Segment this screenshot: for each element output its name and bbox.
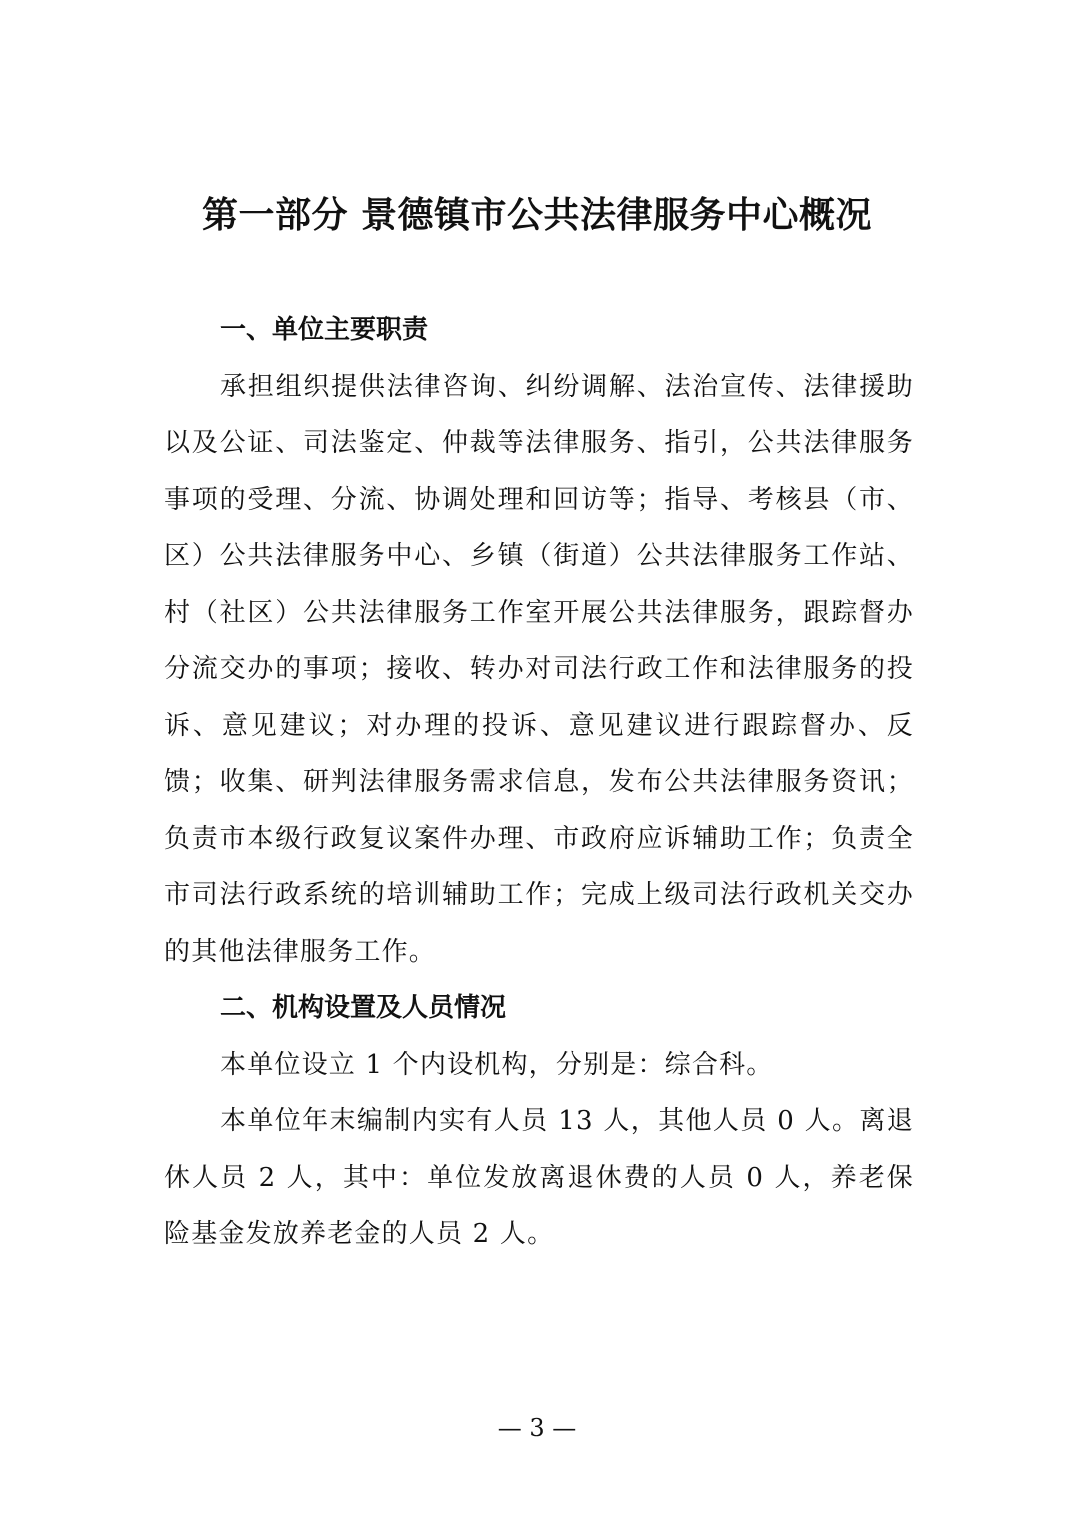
document-body <box>164 302 914 1263</box>
section-heading-organization: 二、机构设置及人员情况 <box>220 993 507 1023</box>
paragraph-staff: 本单位年末编制内实有人员 13 人，其他人员 0 人。离退休人员 2 人，其中：单位发放离退休费的人员 0 人，养老保险基金发放养老金的人员 2 人。 <box>164 1106 914 1249</box>
document-title: 第一部分 景德镇市公共法律服务中心概况 <box>201 195 873 236</box>
paragraph-organization: 本单位设立 1 个内设机构，分别是：综合科。 <box>220 1049 774 1080</box>
page-number: — 3 — <box>497 1414 577 1442</box>
paragraph-duties: 承担组织提供法律咨询、纠纷调解、法治宣传、法律援助以及公证、司法鉴定、仲裁等法律服务、指引，公共法律服务事项的受理、分流、协调处理和回访等；指导、考核县（市、区）公共法律服务中心、乡镇（街道）公共法律服务工作站、村（社区）公共法律服务工作室开展公共法律服务，跟踪督办分流交办的事项；接收、转办对司法行政工作和法律服务的投诉、意见建议；对办理的投诉、意见建议进行跟踪督办、反馈；收集、研判法律服务需求信息，发布公共法律服务资讯；负责市本级行政复议案件办理、市政府应诉辅助工作；负责全市司法行政系统的培训辅助工作；完成上级司法行政机关交办的其他法律服务工作。 <box>164 371 914 967</box>
section-heading-duties: 一、单位主要职责 <box>220 315 429 345</box>
